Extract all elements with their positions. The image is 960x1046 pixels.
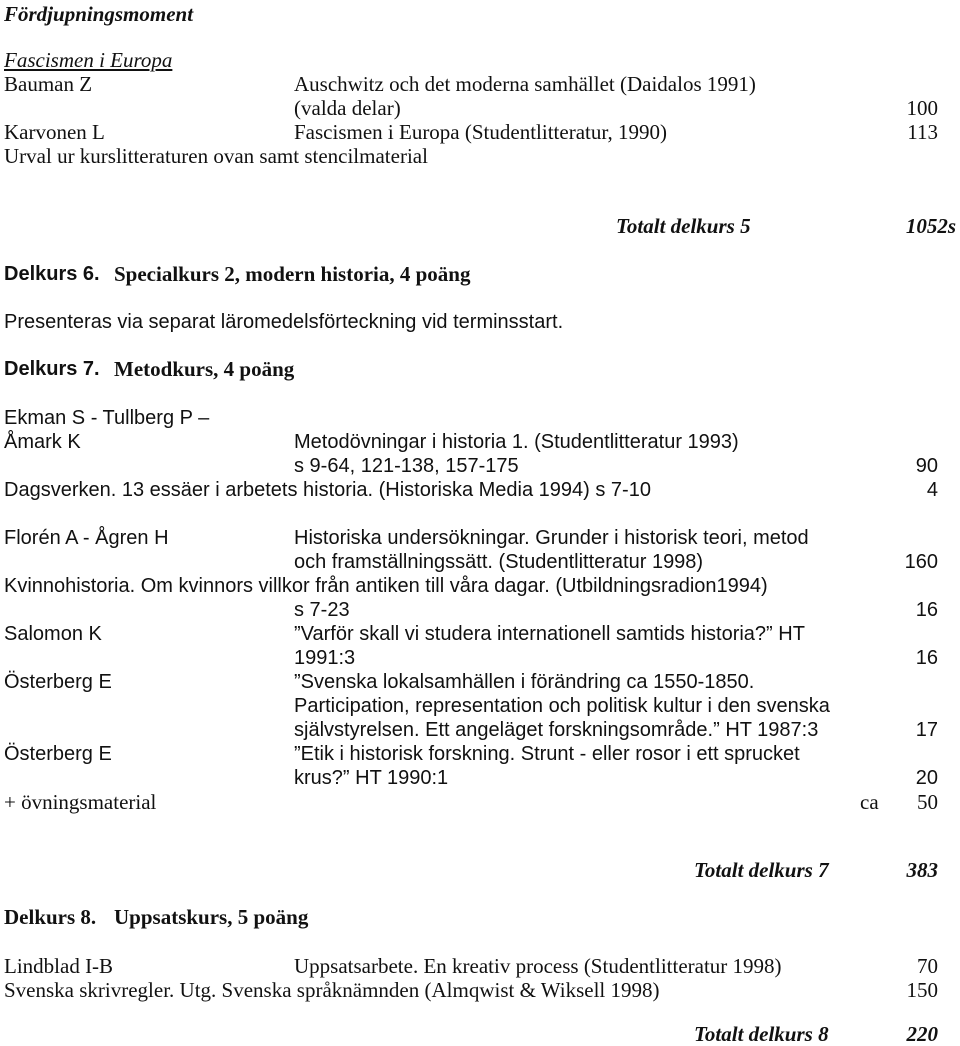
entry-pages: 100 (906, 96, 938, 120)
delkurs-8-label: Delkurs 8. (4, 905, 97, 929)
entry-title: Uppsatsarbete. En kreativ process (Studentlitteratur 1998) (294, 954, 782, 978)
entry-author: Lindblad I-B (4, 954, 114, 978)
entry-author: Salomon K (4, 623, 102, 645)
entry-pages: 160 (904, 551, 938, 573)
entry-author: Österberg E (4, 671, 112, 693)
entry-pages: 17 (915, 719, 938, 741)
entry-author: Florén A - Ågren H (4, 527, 169, 549)
section-heading: Fördjupningsmoment (4, 2, 194, 26)
entry-title: Fascismen i Europa (Studentlitteratur, 1990) (294, 120, 667, 144)
delkurs-6-note: Presenteras via separat läromedelsförteckning vid terminsstart. (4, 311, 564, 333)
entry-title: Metodövningar i historia 1. (Studentlitteratur 1993) (294, 431, 739, 453)
entry-title: ”Varför skall vi studera internationell samtids historia?” HT (294, 623, 805, 645)
entry-pages: 70 (917, 954, 938, 978)
entry-full: Dagsverken. 13 essäer i arbetets historia. (Historiska Media 1994) s 7-10 (4, 479, 651, 501)
entry-author: Österberg E (4, 743, 112, 765)
entry-title-cont: Participation, representation och politisk kultur i den svenska (294, 695, 830, 717)
entry-title-cont: (valda delar) (294, 96, 401, 120)
total-delkurs-5-label: Totalt delkurs 5 (616, 214, 751, 238)
total-delkurs-8-label: Totalt delkurs 8 (694, 1022, 829, 1046)
delkurs-7-title: Metodkurs, 4 poäng (114, 357, 295, 381)
entry-authors-line: Ekman S - Tullberg P – (4, 407, 210, 429)
delkurs-7-label: Delkurs 7. (4, 358, 100, 380)
fascism-note: Urval ur kurslitteraturen ovan samt stencilmaterial (4, 144, 428, 168)
entry-title-cont: s 7-23 (294, 599, 350, 621)
delkurs-6-label: Delkurs 6. (4, 263, 100, 285)
entry-author: Åmark K (4, 431, 81, 453)
entry-pages: 50 (917, 790, 938, 814)
entry-pages: 20 (915, 767, 938, 789)
entry-title: ”Etik i historisk forskning. Strunt - eller rosor i ett sprucket (294, 743, 800, 765)
entry-title-cont: 1991:3 (294, 647, 356, 669)
entry-pages: 113 (907, 120, 938, 144)
entry-full: Svenska skrivregler. Utg. Svenska språknämnden (Almqwist & Wiksell 1998) (4, 978, 660, 1002)
entry-author: Bauman Z (4, 72, 93, 96)
entry-pages: 16 (915, 599, 938, 621)
entry-title-cont: krus?” HT 1990:1 (294, 767, 449, 789)
extra-material-approx: ca (860, 790, 879, 814)
entry-title: Historiska undersökningar. Grunder i historisk teori, metod (294, 527, 809, 549)
entry-pages: 4 (926, 479, 938, 501)
entry-pages: 90 (915, 455, 938, 477)
entry-pages: 16 (915, 647, 938, 669)
total-delkurs-7-value: 383 (906, 858, 938, 882)
total-delkurs-7-label: Totalt delkurs 7 (694, 858, 829, 882)
entry-title: Auschwitz och det moderna samhället (Daidalos 1991) (294, 72, 756, 96)
entry-author: Karvonen L (4, 120, 105, 144)
entry-title: ”Svenska lokalsamhällen i förändring ca 1550-1850. (294, 671, 755, 693)
entry-title-cont: självstyrelsen. Ett angeläget forskningsområde.” HT 1987:3 (294, 719, 819, 741)
entry-title-cont: s 9-64, 121-138, 157-175 (294, 455, 519, 477)
entry-title-cont: och framställningssätt. (Studentlitteratur 1998) (294, 551, 704, 573)
total-delkurs-8-value: 220 (906, 1022, 938, 1046)
total-delkurs-5-value: 1052s (905, 214, 956, 238)
delkurs-8-title: Uppsatskurs, 5 poäng (114, 905, 309, 929)
entry-full: Kvinnohistoria. Om kvinnors villkor från antiken till våra dagar. (Utbildningsradion1994) (4, 575, 768, 597)
entry-pages: 150 (906, 978, 938, 1002)
extra-material-label: + övningsmaterial (4, 790, 157, 814)
delkurs-6-title: Specialkurs 2, modern historia, 4 poäng (114, 262, 471, 286)
subheading-fascism: Fascismen i Europa (4, 48, 173, 72)
